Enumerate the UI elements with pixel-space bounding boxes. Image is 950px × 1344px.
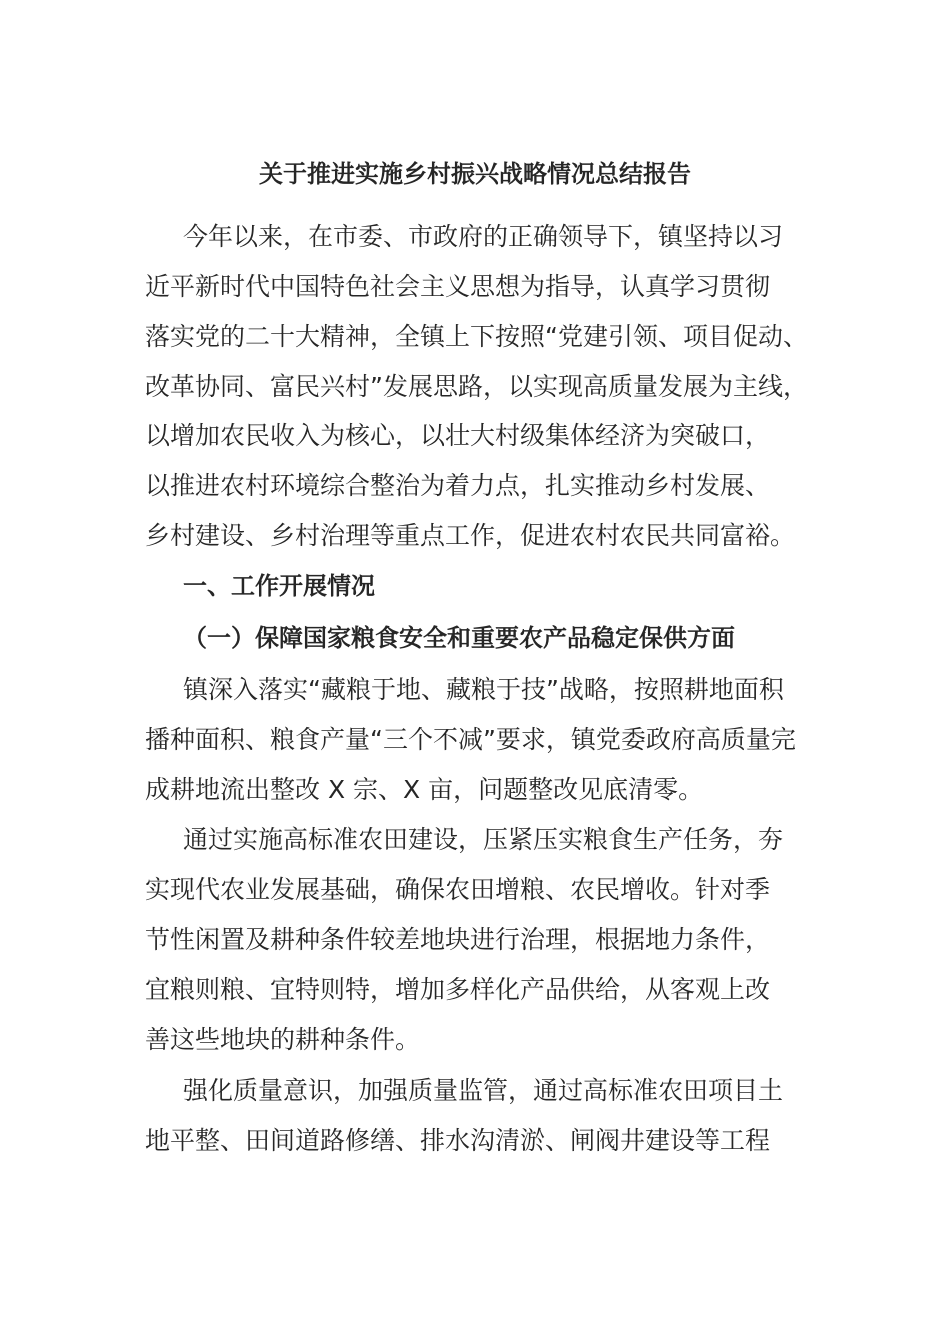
paragraph-line: 实现代农业发展基础，确保农田增粮、农民增收。针对季	[145, 875, 771, 904]
paragraph-line: 乡村建设、乡村治理等重点工作，促进农村农民共同富裕。	[145, 521, 796, 550]
paragraph-line: 地平整、田间道路修缮、排水沟清淤、闸阀井建设等工程	[145, 1126, 771, 1155]
paragraph-line: 善这些地块的耕种条件。	[145, 1025, 421, 1054]
document-title: 关于推进实施乡村振兴战略情况总结报告	[259, 160, 691, 188]
paragraph-line: 播种面积、粮食产量“三个不减”要求，镇党委政府高质量完	[145, 725, 796, 754]
paragraph-line: 强化质量意识，加强质量监管，通过高标准农田项目土	[183, 1076, 784, 1105]
paragraph-line: 成耕地流出整改 X 宗、X 亩，问题整改见底清零。	[145, 775, 704, 804]
paragraph-line: 今年以来，在市委、市政府的正确领导下，镇坚持以习	[183, 222, 784, 251]
paragraph-line: 近平新时代中国特色社会主义思想为指导，认真学习贯彻	[145, 272, 771, 301]
section-heading: 一、工作开展情况	[183, 572, 375, 600]
paragraph-line: 节性闲置及耕种条件较差地块进行治理，根据地力条件，	[145, 925, 771, 954]
paragraph-line: 宜粮则粮、宜特则特，增加多样化产品供给，从客观上改	[145, 975, 771, 1004]
paragraph-line: 镇深入落实“藏粮于地、藏粮于技”战略，按照耕地面积	[183, 675, 784, 704]
paragraph-line: 落实党的二十大精神，全镇上下按照“党建引领、项目促动、	[145, 322, 808, 351]
paragraph-line: 以推进农村环境综合整治为着力点，扎实推动乡村发展、	[145, 471, 771, 500]
paragraph-line: 通过实施高标准农田建设，压紧压实粮食生产任务，夯	[183, 825, 784, 854]
paragraph-line: 改革协同、富民兴村”发展思路，以实现高质量发展为主线，	[145, 372, 808, 401]
subsection-heading: （一）保障国家粮食安全和重要农产品稳定保供方面	[183, 624, 735, 652]
paragraph-line: 以增加农民收入为核心，以壮大村级集体经济为突破口，	[145, 421, 771, 450]
